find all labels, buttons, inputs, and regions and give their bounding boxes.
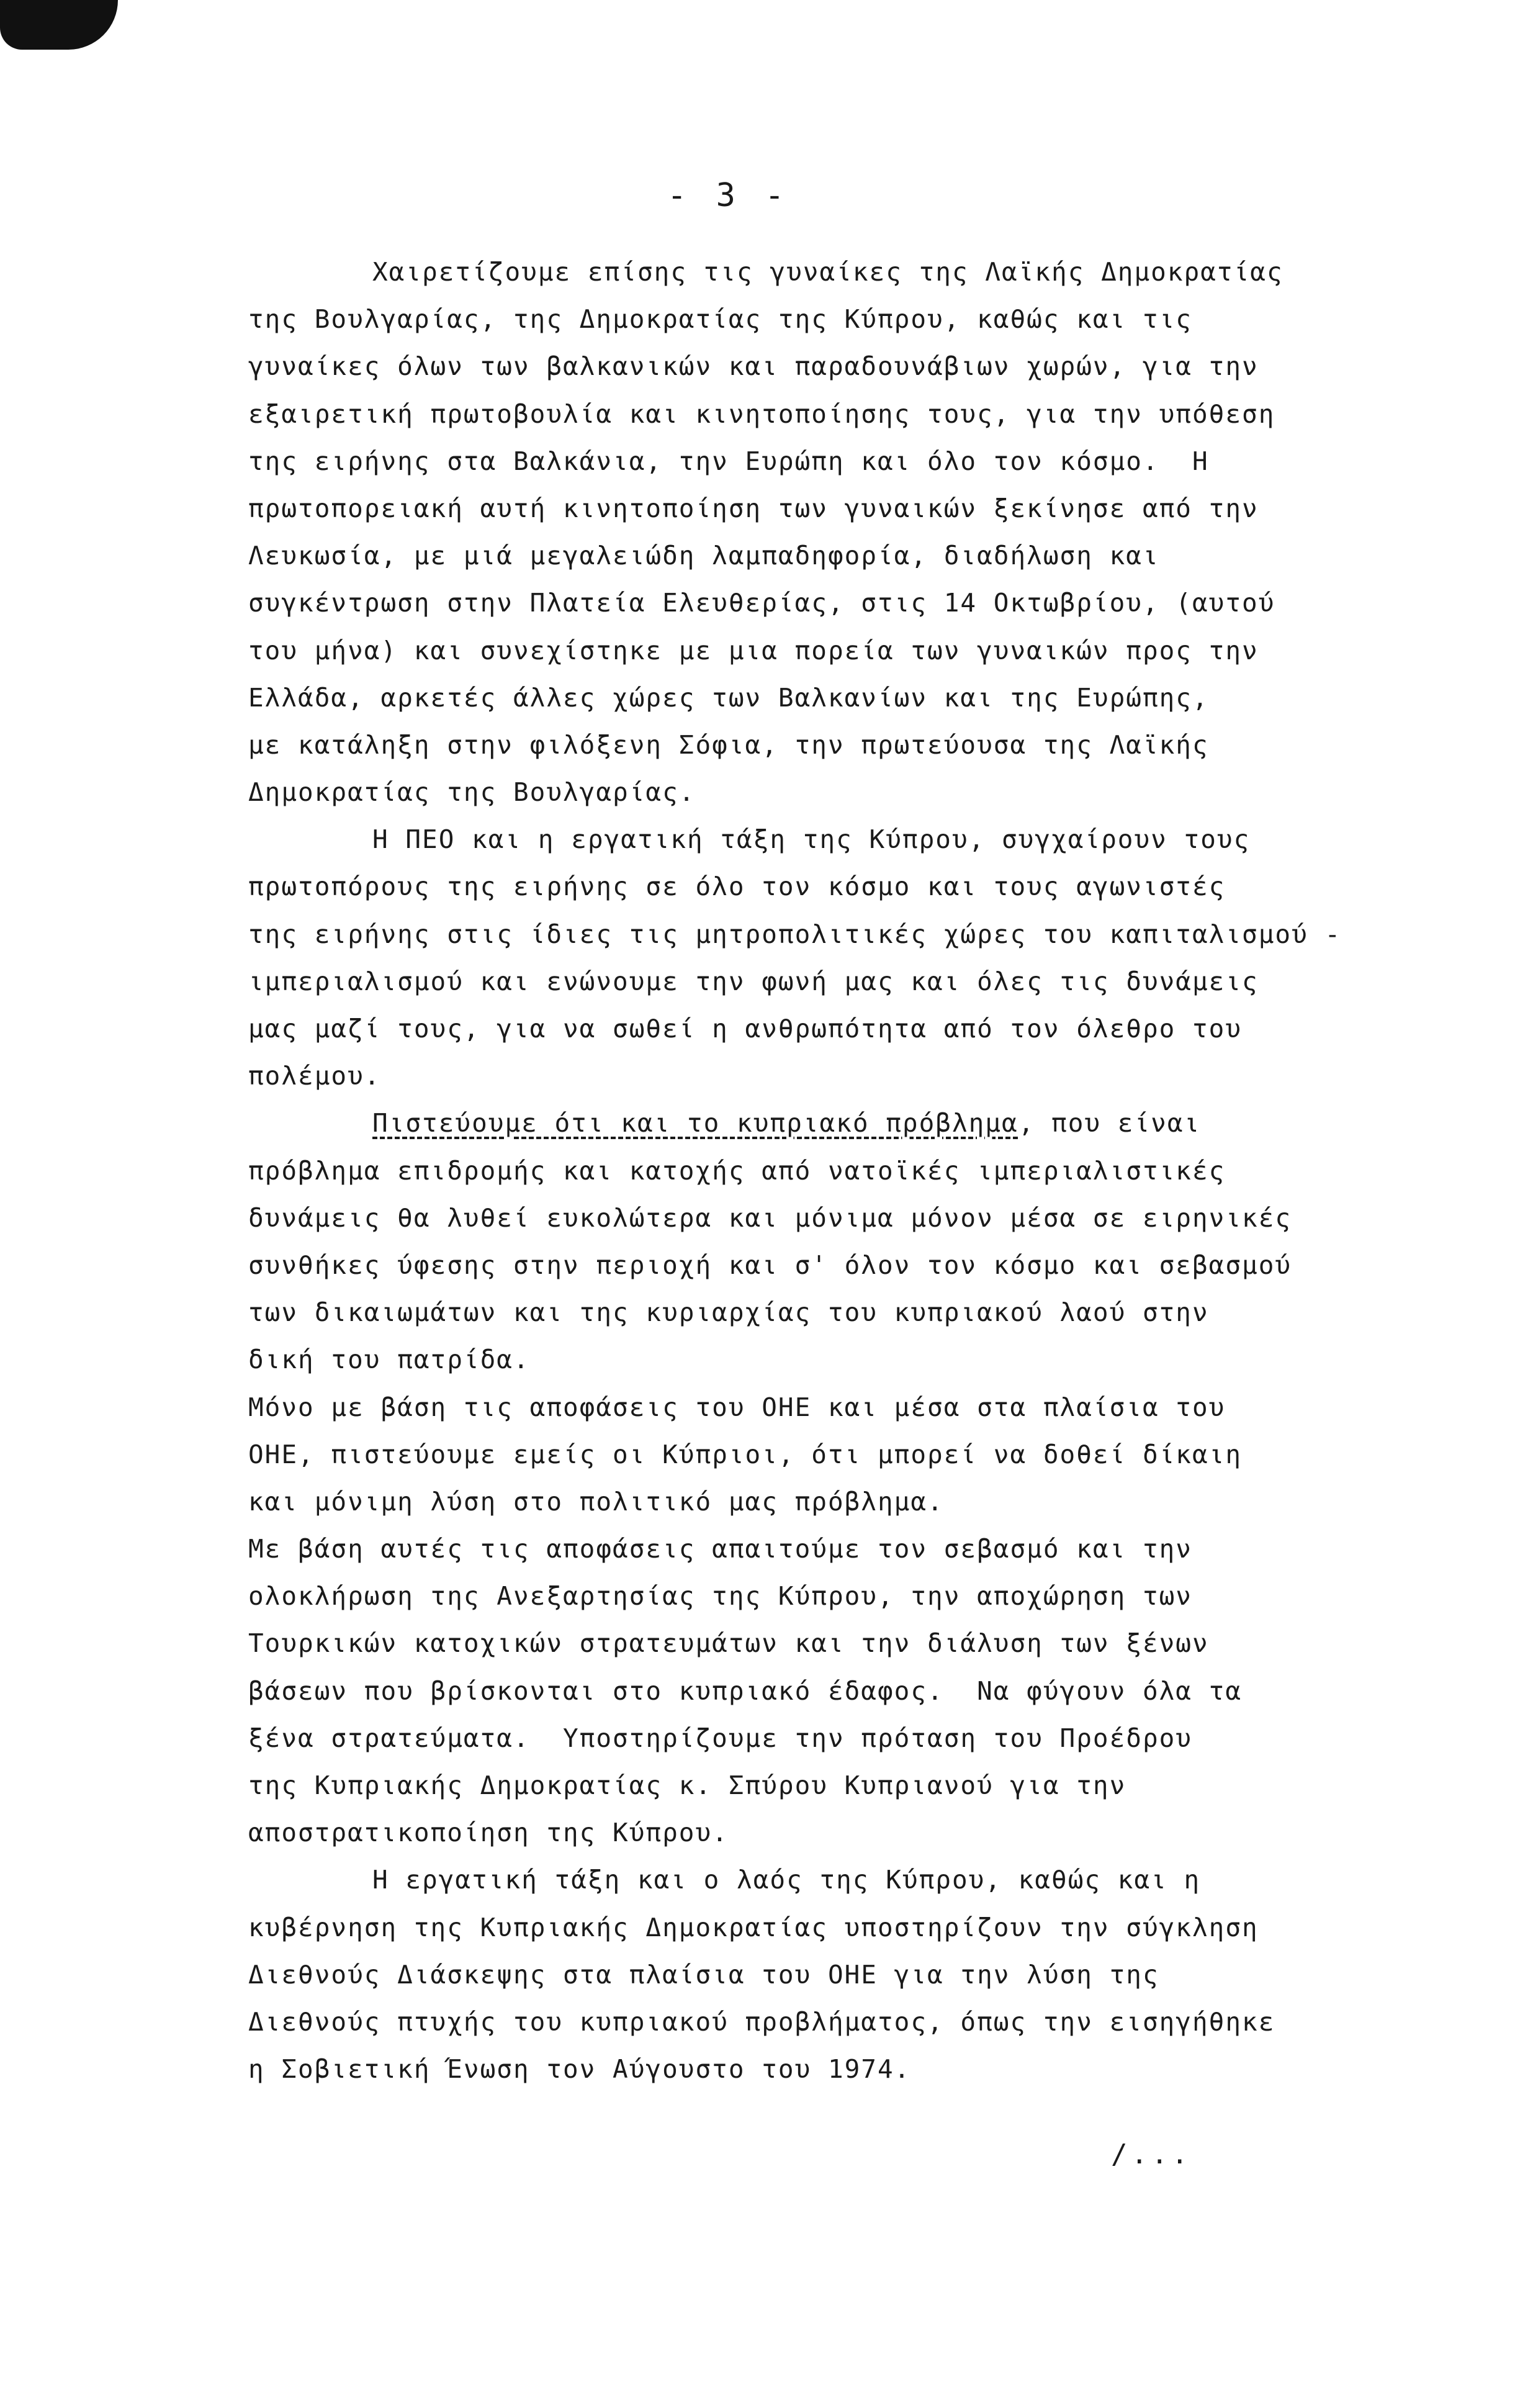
- corner-ink-blot: [0, 0, 118, 50]
- text-line: και μόνιμη λύση στο πολιτικό μας πρόβλημα.: [248, 1486, 944, 1517]
- text-line: Ελλάδα, αρκετές άλλες χώρες των Βαλκανίων και της Ευρώπης,: [248, 682, 1209, 713]
- text-line: των δικαιωμάτων και της κυριαρχίας του κυπριακού λαού στην: [248, 1297, 1209, 1328]
- text-line: γυναίκες όλων των βαλκανικών και παραδουνάβιων χωρών, για την: [248, 351, 1259, 382]
- text-line: Η εργατική τάξη και ο λαός της Κύπρου, καθώς και η: [372, 1865, 1201, 1895]
- text-line: δυνάμεις θα λυθεί ευκολώτερα και μόνιμα μόνον μέσα σε ειρηνικές: [248, 1202, 1292, 1233]
- text-line: [248, 1099, 1446, 1147]
- text-line: με κατάληξη στην φιλόξενη Σόφια, την πρωτεύουσα της Λαϊκής: [248, 729, 1209, 760]
- text-line: ολοκλήρωση της Ανεξαρτησίας της Κύπρου, την αποχώρηση των: [248, 1581, 1192, 1612]
- text-line: συνθήκες ύφεσης στην περιοχή και σ' όλον τον κόσμο και σεβασμού: [248, 1250, 1292, 1280]
- text-line: Λευκωσία, με μιά μεγαλειώδη λαμπαδηφορία, διαδήλωση και: [248, 541, 1159, 571]
- text-line: Με βάση αυτές τις αποφάσεις απαιτούμε τον σεβασμό και την: [248, 1534, 1192, 1564]
- text-line: δική του πατρίδα.: [248, 1345, 530, 1375]
- line-continuation: , που είναι: [1018, 1108, 1201, 1139]
- text-line: Χαιρετίζουμε επίσης τις γυναίκες της Λαϊκής Δημοκρατίας: [372, 257, 1283, 287]
- text-line: πρωτοπόρους της ειρήνης σε όλο τον κόσμο και τους αγωνιστές: [248, 872, 1226, 902]
- text-line: συγκέντρωση στην Πλατεία Ελευθερίας, στις 14 Οκτωβρίου, (αυτού: [248, 588, 1275, 618]
- text-line: πρωτοπορειακή αυτή κινητοποίηση των γυναικών ξεκίνησε από την: [248, 493, 1259, 523]
- text-line: Διεθνούς Διάσκεψης στα πλαίσια του ΟΗΕ για την λύση της: [248, 1959, 1159, 1990]
- text-line: πολέμου.: [248, 1061, 381, 1091]
- text-line: Μόνο με βάση τις αποφάσεις του ΟΗΕ και μέσα στα πλαίσια του: [248, 1392, 1226, 1422]
- text-line: του μήνα) και συνεχίστηκε με μια πορεία των γυναικών προς την: [248, 635, 1259, 665]
- text-line: ιμπεριαλισμού και ενώνουμε την φωνή μας και όλες τις δυνάμεις: [248, 966, 1259, 996]
- text-line: της ειρήνης στα Βαλκάνια, την Ευρώπη και όλο τον κόσμο. Η: [248, 446, 1209, 476]
- text-line: Τουρκικών κατοχικών στρατευμάτων και την διάλυση των ξένων: [248, 1628, 1209, 1659]
- underlined-phrase: Πιστεύουμε ότι και το κυπριακό πρόβλημα: [372, 1108, 1018, 1139]
- text-line: βάσεων που βρίσκονται στο κυπριακό έδαφος. Να φύγουν όλα τα: [248, 1675, 1243, 1706]
- text-line: ΟΗΕ, πιστεύουμε εμείς οι Κύπριοι, ότι μπορεί να δοθεί δίκαιη: [248, 1439, 1243, 1469]
- text-line: κυβέρνηση της Κυπριακής Δημοκρατίας υποστηρίζουν την σύγκληση: [248, 1912, 1259, 1942]
- text-line: η Σοβιετική Ένωση τον Αύγουστο του 1974.: [248, 2054, 911, 2085]
- text-line: πρόβλημα επιδρομής και κατοχής από νατοϊκές ιμπεριαλιστικές: [248, 1155, 1226, 1186]
- text-line: Η ΠΕΟ και η εργατική τάξη της Κύπρου, συγχαίρουν τους: [372, 824, 1251, 855]
- continuation-mark: /...: [1111, 2139, 1192, 2170]
- text-line: αποστρατικοποίηση της Κύπρου.: [248, 1818, 729, 1848]
- text-line: εξαιρετική πρωτοβουλία και κινητοποίησης τους, για την υπόθεση: [248, 399, 1275, 429]
- text-line: Δημοκρατίας της Βουλγαρίας.: [248, 777, 696, 808]
- page-number: - 3 -: [667, 177, 789, 214]
- text-line: της Βουλγαρίας, της Δημοκρατίας της Κύπρου, καθώς και τις: [248, 304, 1192, 335]
- text-line: της ειρήνης στις ίδιες τις μητροπολιτικές χώρες του καπιταλισμού -: [248, 919, 1342, 949]
- text-line: μας μαζί τους, για να σωθεί η ανθρωπότητα από τον όλεθρο του: [248, 1014, 1243, 1044]
- text-line: ξένα στρατεύματα. Υποστηρίζουμε την πρόταση του Προέδρου: [248, 1723, 1192, 1753]
- text-line: της Κυπριακής Δημοκρατίας κ. Σπύρου Κυπριανού για την: [248, 1770, 1126, 1800]
- text-line: Διεθνούς πτυχής του κυπριακού προβλήματος, όπως την εισηγήθηκε: [248, 2006, 1275, 2037]
- document-body: [248, 248, 1446, 2093]
